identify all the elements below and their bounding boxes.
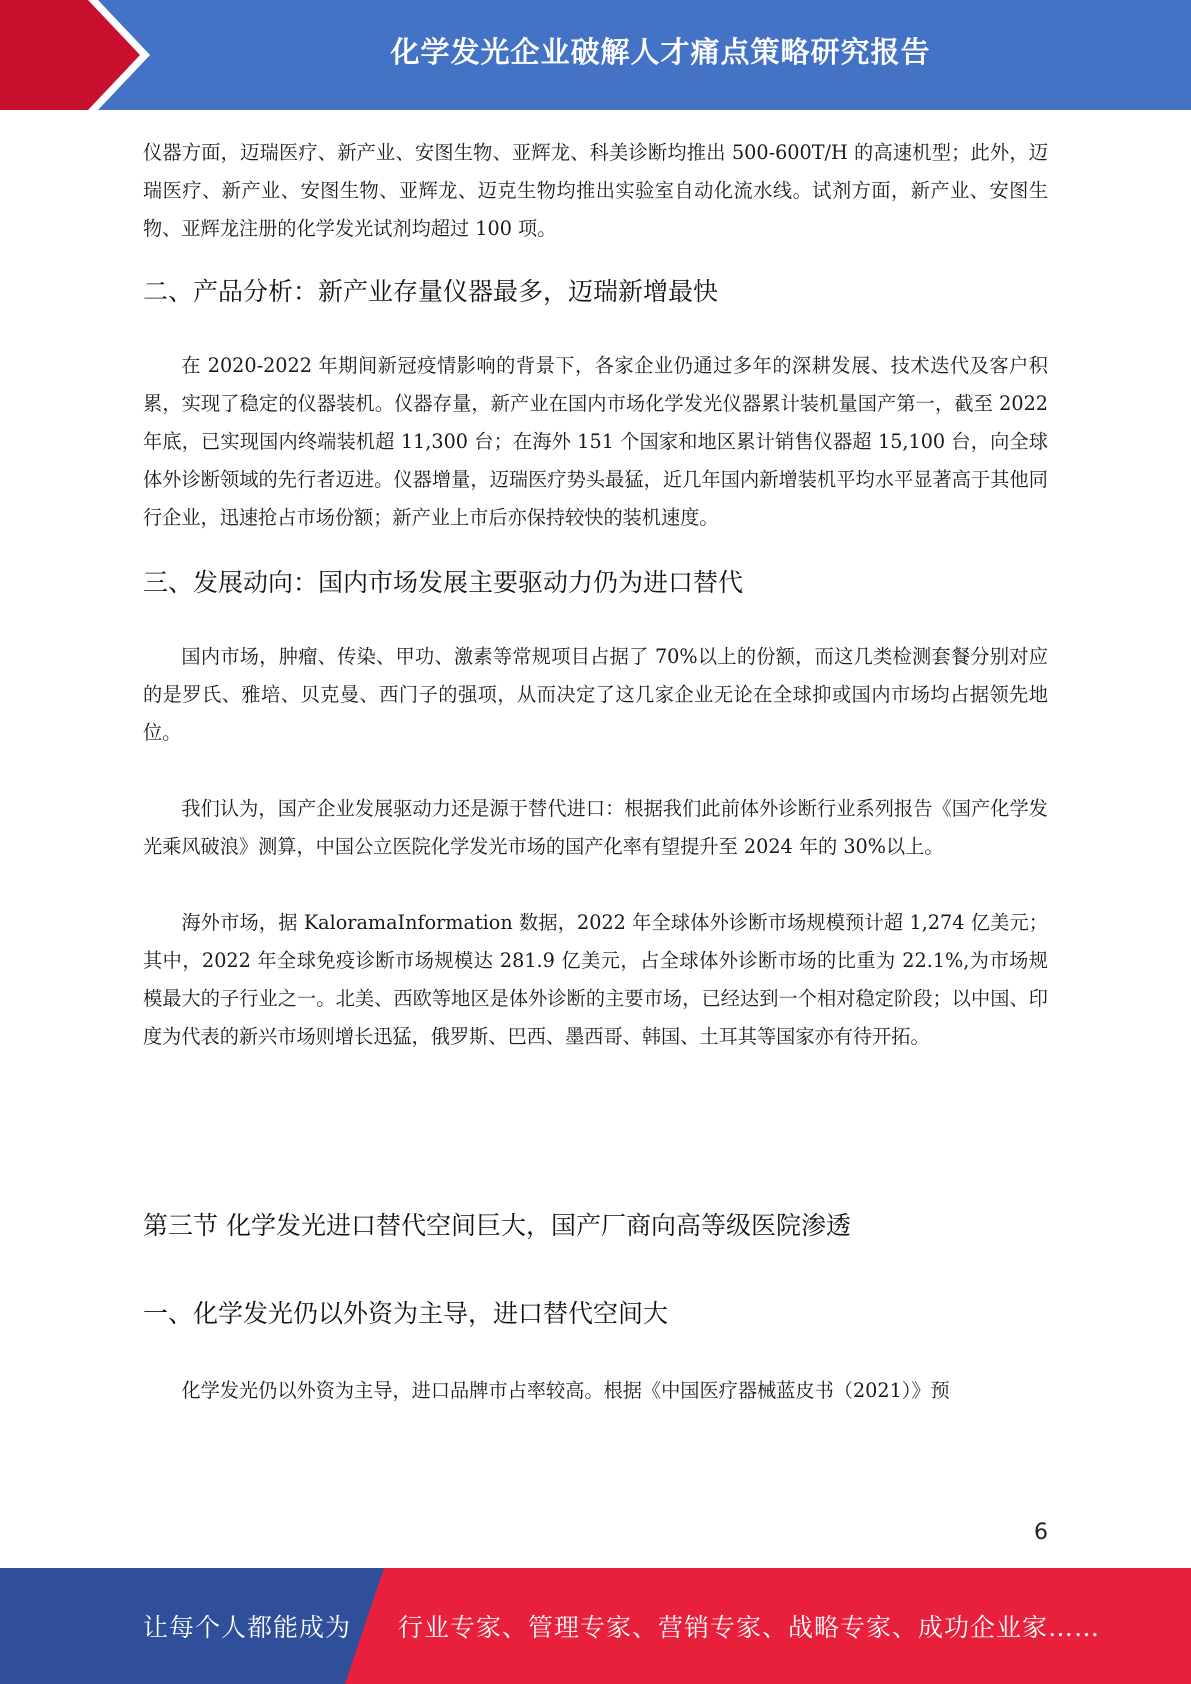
paragraph-product-analysis: 在 2020-2022 年期间新冠疫情影响的背景下，各家企业仍通过多年的深耕发展、技术迭代及客户积累，实现了稳定的仪器装机。仪器存量，新产业在国内市场化学发光仪器累计装机量国产第一，截至 2022 年底，已实现国内终端装机超 11,300 台；在海外 151 个国家和地区累计销售仪器超 15,100 台，向全球体外诊断领域的先行者迈进。仪器增量，迈瑞医疗势头最猛，近几年国内新增装机平均水平显著高于其他同行企业，迅速抢占市场份额；新产业上市后亦保持较快的装机速度。	[143, 354, 1048, 529]
heading-section-three: 第三节 化学发光进口替代空间巨大，国产厂商向高等级医院渗透	[143, 1211, 851, 1240]
page-footer	[0, 1568, 1191, 1684]
heading-product-analysis: 二、产品分析：新产业存量仪器最多，迈瑞新增最快	[143, 277, 719, 306]
paragraph-instruments: 仪器方面，迈瑞医疗、新产业、安图生物、亚辉龙、科美诊断均推出 500-600T/H 的高速机型；此外，迈瑞医疗、新产业、安图生物、亚辉龙、迈克生物均推出实验室自动化流水线。试剂方面，新产业、安图生物、亚辉龙注册的化学发光试剂均超过 100 项。	[143, 141, 1048, 240]
paragraph-foreign-dominance: 化学发光仍以外资为主导，进口品牌市占率较高。根据《中国医疗器械蓝皮书（2021）》预	[181, 1379, 950, 1402]
footer-slogan-right: 行业专家、管理专家、营销专家、战略专家、成功企业家……	[398, 1613, 1101, 1642]
page-header	[0, 0, 1191, 110]
footer-slogan-left: 让每个人都能成为	[143, 1613, 352, 1642]
heading-development-trend: 三、发展动向：国内市场发展主要驱动力仍为进口替代	[143, 568, 744, 597]
paragraph-overseas-market: 海外市场，据 KaloramaInformation 数据，2022 年全球体外诊断市场规模预计超 1,274 亿美元；其中，2022 年全球免疫诊断市场规模达 281.9 亿美元，占全球体外诊断市场的比重为 22.1%,为市场规模最大的子行业之一。北美、西欧等地区是体外诊断的主要市场，已经达到一个相对稳定阶段；以中国、印度为代表的新兴市场则增长迅猛，俄罗斯、巴西、墨西哥、韩国、土耳其等国家亦有待开拓。	[143, 911, 1048, 1048]
heading-foreign-dominance: 一、化学发光仍以外资为主导，进口替代空间大	[143, 1299, 669, 1328]
paragraph-domestic-market: 国内市场，肿瘤、传染、甲功、激素等常规项目占据了 70%以上的份额，而这几类检测套餐分别对应的是罗氏、雅培、贝克曼、西门子的强项，从而决定了这几家企业无论在全球抑或国内市场均占据领先地位。	[143, 645, 1048, 744]
page-number: 6	[1034, 1520, 1048, 1545]
paragraph-import-substitution: 我们认为，国产企业发展驱动力还是源于替代进口：根据我们此前体外诊断行业系列报告《国产化学发光乘风破浪》测算，中国公立医院化学发光市场的国产化率有望提升至 2024 年的 30%以上。	[143, 797, 1048, 858]
report-title: 化学发光企业破解人才痛点策略研究报告	[390, 34, 931, 69]
document-body	[143, 134, 1048, 1410]
